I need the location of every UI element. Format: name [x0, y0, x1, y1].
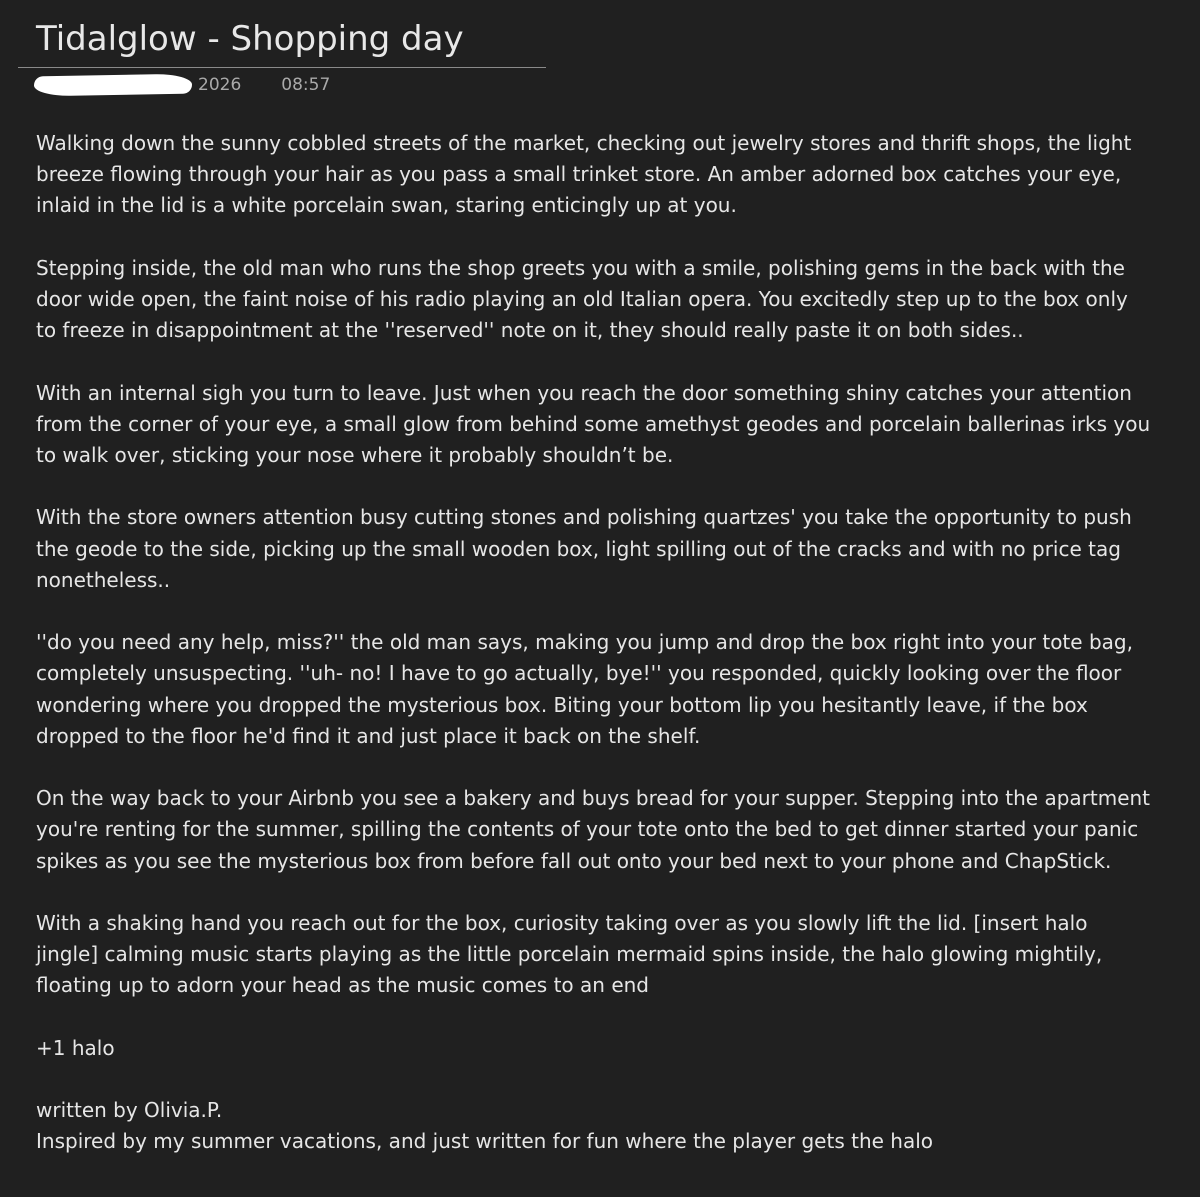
title-divider — [18, 67, 546, 68]
note-date-year: 2026 — [198, 75, 242, 95]
redaction-mark — [34, 74, 192, 97]
paragraph-spacer — [36, 471, 1194, 502]
story-paragraph-2: Stepping inside, the old man who runs the shop greets you with a smile, polishing gems in the back with the door wide open, the faint noise of his radio playing an old Italian opera. You excitedly step up to the box only to freeze in disappointment at the ''reserved'' note on it, they should really paste it on both sides.. — [36, 255, 1128, 343]
paragraph-spacer — [36, 346, 1194, 377]
reward-line: +1 halo — [36, 1035, 115, 1060]
author-byline: written by Olivia.P. — [36, 1098, 223, 1123]
story-paragraph-1: Walking down the sunny cobbled streets of the market, checking out jewelry stores and thrift shops, the light breeze flowing through your hair as you pass a small trinket store. An amber adorned box catches your eye, inlaid in the lid is a white porcelain swan, staring enticingly up at you. — [36, 131, 1132, 218]
inspiration-note: Inspired by my summer vacations, and just written for fun where the player gets the halo — [36, 1129, 934, 1154]
paragraph-spacer — [36, 752, 1194, 783]
paragraph-spacer — [36, 1002, 1194, 1033]
story-paragraph-5: ''do you need any help, miss?'' the old man says, making you jump and drop the box right into your tote bag, completely unsuspecting. ''uh- no! I have to go actually, bye!'' you responded, quickly looking over the floor wondering where you dropped the mysterious box. Biting your bottom lip you hesitantly leave, if the box dropped to the floor he'd find it and just place it back on the shelf. — [36, 630, 1133, 748]
story-paragraph-7: With a shaking hand you reach out for the box, curiosity taking over as you slowly lift the lid. [insert halo jingle] calming music starts playing as the little porcelain mermaid spins inside, the halo glowing mightily, floating up to adorn your head as the music comes to an end — [36, 910, 1103, 998]
story-paragraph-3: With an internal sigh you turn to leave. Just when you reach the door something shiny catches your attention from the corner of your eye, a small glow from behind some amethyst geodes and porcelain ballerinas irks you to walk over, sticking your nose where it probably shouldn’t be. — [36, 380, 1151, 467]
paragraph-spacer — [36, 596, 1194, 627]
story-paragraph-4: With the store owners attention busy cutting stones and polishing quartzes' you take the opportunity to push the geode to the side, picking up the small wooden box, light spilling out of the cracks and with no price tag nonetheless.. — [36, 505, 1132, 592]
note-title: Tidalglow - Shopping day — [36, 19, 464, 59]
note-metadata — [36, 73, 330, 97]
paragraph-spacer — [36, 222, 1194, 253]
story-paragraph-6: On the way back to your Airbnb you see a bakery and buys bread for your supper. Stepping into the apartment you're renting for the summer, spilling the contents of your tote onto the bed to get dinner started your panic spikes as you see the mysterious box from before fall out onto your bed next to your phone and ChapStick. — [36, 786, 1151, 873]
paragraph-spacer — [36, 1064, 1194, 1095]
note-body[interactable] — [36, 128, 1194, 1158]
paragraph-spacer — [36, 877, 1194, 908]
note-time: 08:57 — [281, 75, 331, 95]
